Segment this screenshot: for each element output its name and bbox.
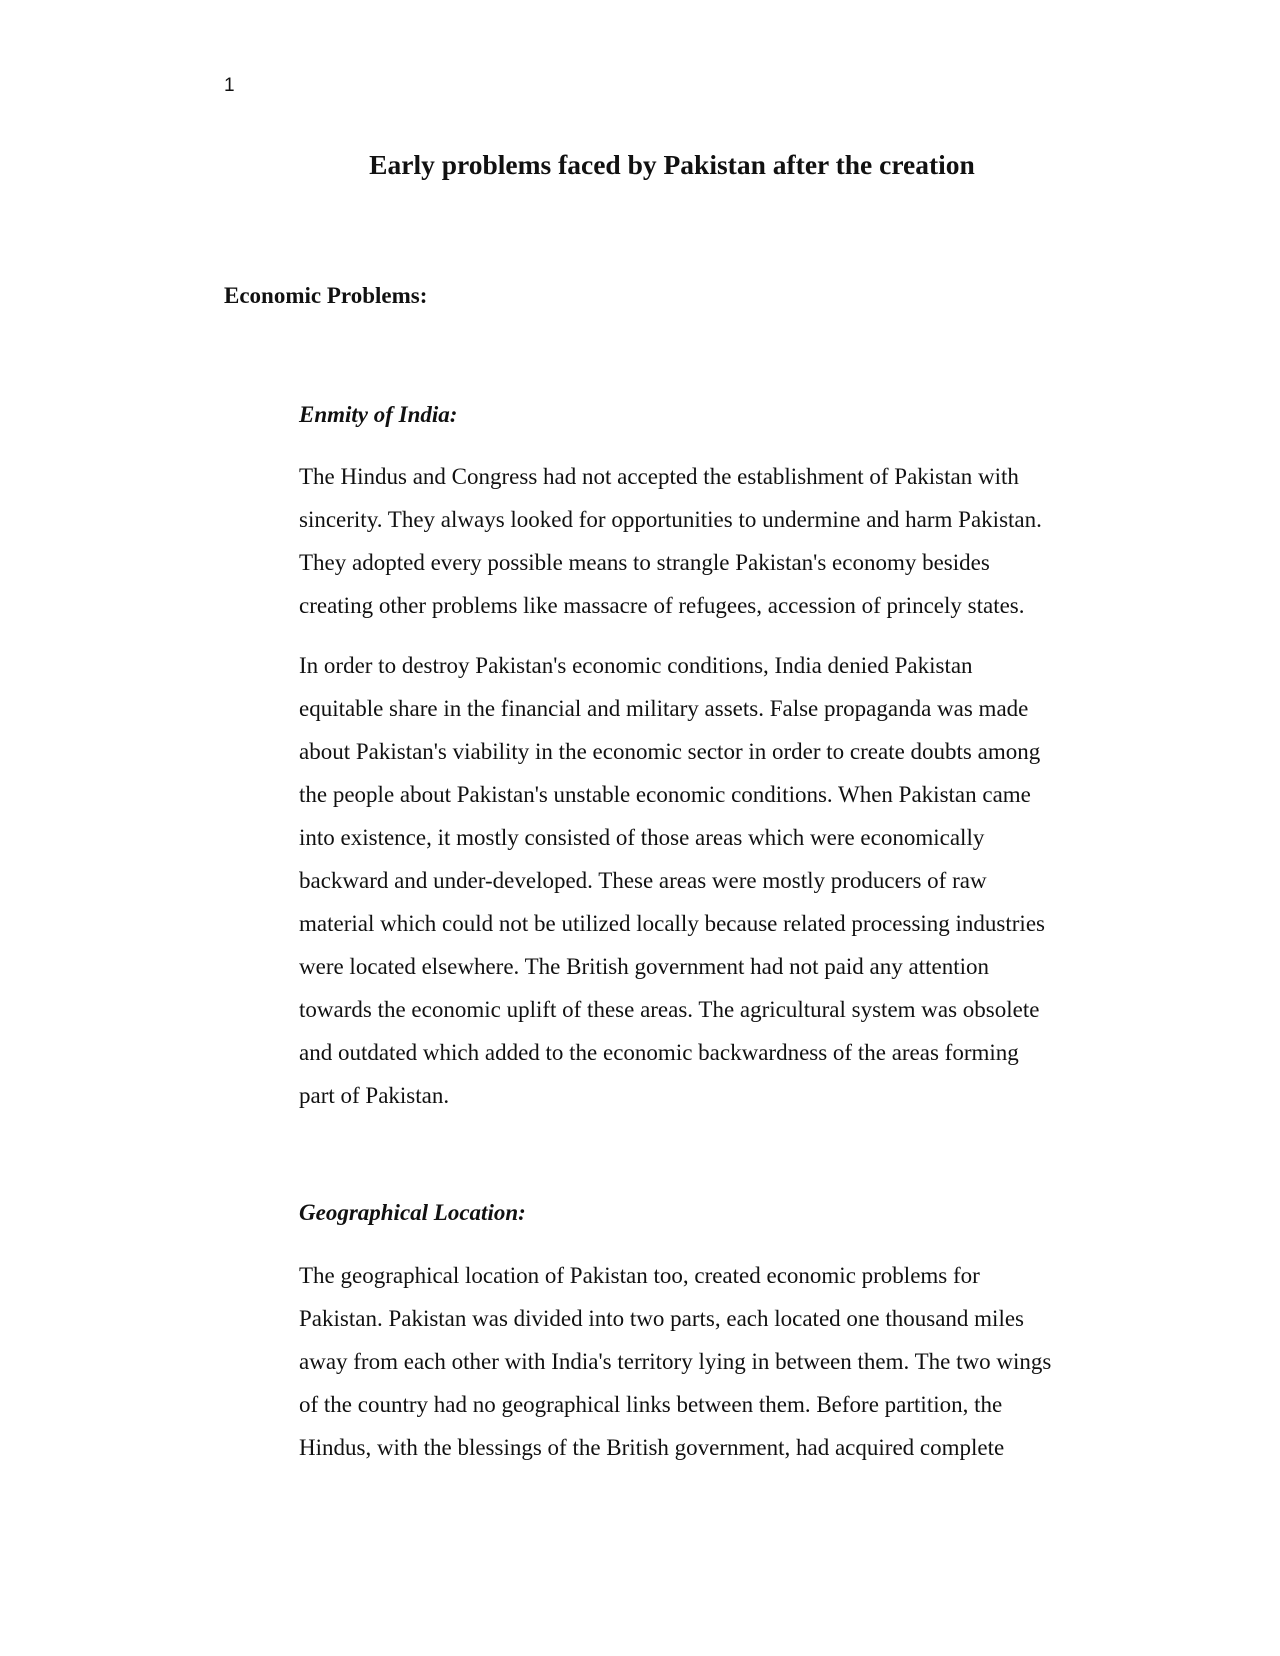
text-line: part of Pakistan. (299, 1083, 450, 1108)
paragraph-geography-1 (299, 1254, 1051, 1469)
text-line: away from each other with India's territory lying in between them. The two wings (299, 1349, 1052, 1374)
text-line: were located elsewhere. The British government had not paid any attention (299, 954, 989, 979)
text-line: The Hindus and Congress had not accepted the establishment of Pakistan with (299, 464, 1019, 489)
subsection-heading-geographical-location: Geographical Location: (299, 1200, 526, 1225)
text-line: towards the economic uplift of these areas. The agricultural system was obsolete (299, 997, 1040, 1022)
document-title: Early problems faced by Pakistan after the creation (369, 149, 975, 180)
text-line: equitable share in the financial and military assets. False propaganda was made (299, 696, 1029, 721)
text-line: In order to destroy Pakistan's economic conditions, India denied Pakistan (299, 653, 973, 678)
paragraph-enmity-1 (299, 455, 1042, 627)
text-line: and outdated which added to the economic backwardness of the areas forming (299, 1040, 1019, 1065)
paragraph-enmity-2 (299, 644, 1045, 1117)
text-line: into existence, it mostly consisted of those areas which were economically (299, 825, 985, 850)
text-line: of the country had no geographical links between them. Before partition, the (299, 1392, 1003, 1417)
text-line: sincerity. They always looked for opportunities to undermine and harm Pakistan. (299, 507, 1042, 532)
text-line: They adopted every possible means to strangle Pakistan's economy besides (299, 550, 990, 575)
section-heading-economic-problems: Economic Problems: (224, 283, 428, 308)
text-line: backward and under-developed. These areas were mostly producers of raw (299, 868, 987, 893)
page-number: 1 (224, 75, 235, 96)
text-line: creating other problems like massacre of refugees, accession of princely states. (299, 593, 1025, 618)
text-line: Pakistan. Pakistan was divided into two parts, each located one thousand miles (299, 1306, 1024, 1331)
subsection-heading-enmity-of-india: Enmity of India: (299, 402, 458, 427)
text-line: Hindus, with the blessings of the British government, had acquired complete (299, 1435, 1005, 1460)
text-line: material which could not be utilized locally because related processing industries (299, 911, 1045, 936)
text-line: the people about Pakistan's unstable economic conditions. When Pakistan came (299, 782, 1031, 807)
text-line: about Pakistan's viability in the economic sector in order to create doubts among (299, 739, 1041, 764)
text-line: The geographical location of Pakistan too, created economic problems for (299, 1263, 980, 1288)
